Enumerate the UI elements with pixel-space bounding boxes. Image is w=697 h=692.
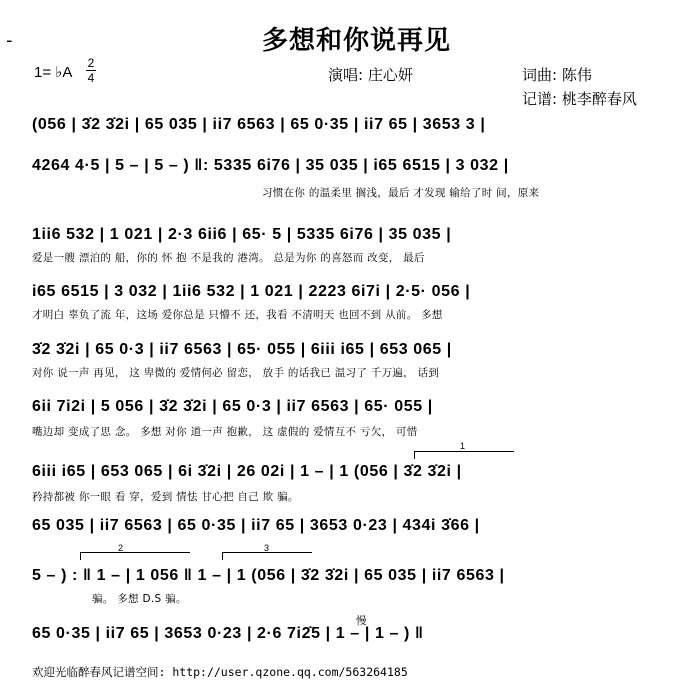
volta-2-number: 2 [118,543,124,553]
lyric-line-9: 骗。 多想 D.S 骗。 [92,593,187,605]
volta-2-bracket [80,552,190,553]
lyric-line-3: 爱是一艘 漂泊的 船，你的 怀 抱 不是我的 港湾。 总是为你 的喜怒而 改变， 最后 [32,252,425,264]
volta-1-bracket [414,451,514,452]
volta-2-bracket-side [80,552,81,560]
volta-3-number: 3 [264,543,270,553]
score-line-1: (056 | 3̇2 3̇2i | 65 035 | ii7 6563 | 65 0·35 | ii7 65 | 3653 3 | [32,116,486,133]
key-signature: 1= ♭A [34,64,73,81]
score-line-2: 4264 4·5 | 5 – | 5 – ) ‖: 5335 6i76 | 35 035 | i65 6515 | 3 032 | [32,157,509,174]
score-line-8: 65 035 | ii7 6563 | 65 0·35 | ii7 65 | 3653 0·23 | 434i 3̇66 | [32,517,480,534]
time-signature-top: 2 [87,56,95,70]
slow-tempo-mark: 慢 [356,615,367,627]
lyricist-composer-credit: 词曲: 陈伟 [522,66,592,84]
score-line-9: 5 – ) : ‖ 1 – | 1 056 ‖ 1 – | 1 (056 | 3̇2 3̇2i | 65 035 | ii7 6563 | [32,567,505,584]
transcriber-credit: 记谱: 桃李醉春风 [522,90,637,108]
time-signature [86,57,96,84]
page-dash: - [6,30,13,51]
score-line-7: 6iii i65 | 653 065 | 6i 3̇2i | 26 02i | 1 – | 1 (056 | 3̇2 3̇2i | [32,463,462,480]
lyric-line-2: 习惯在你 的温柔里 搁浅，最后 才发现 输给了时 间，原来 [262,187,540,199]
score-line-10: 65 0·35 | ii7 65 | 3653 0·23 | 2·6 7i2̇5 | 1 – | 1 – ) ‖ [32,625,424,642]
score-line-4: i65 6515 | 3 032 | 1ii6 532 | 1 021 | 2223 6i7i | 2·5· 056 | [32,283,471,300]
volta-3-bracket-side [222,552,223,560]
volta-1-bracket-side [414,451,415,459]
lyric-line-7: 矜持都被 你一眼 看 穿，爱到 情怯 甘心把 自己 欺 骗。 [32,491,299,503]
singer-credit: 演唱: 庄心妍 [328,66,413,84]
time-signature-bottom: 4 [87,71,95,85]
song-title: 多想和你说再见 [262,26,452,56]
score-line-3: 1ii6 532 | 1 021 | 2·3 6ii6 | 65· 5 | 5335 6i76 | 35 035 | [32,226,452,243]
score-line-6: 6ii 7i2i | 5 056 | 3̇2 3̇2i | 65 0·3 | ii7 6563 | 65· 055 | [32,398,433,415]
lyric-line-4: 才明白 辜负了流 年，这场 爱你总是 只懵不 还，我看 不清明天 也回不到 从前。 多想 [32,309,443,321]
score-line-5: 3̇2 3̇2i | 65 0·3 | ii7 6563 | 65· 055 | 6iii i65 | 653 065 | [32,341,452,358]
volta-1-number: 1 [460,441,466,451]
footer-url: 欢迎光临醉春风记谱空间: http://user.qzone.qq.com/563264185 [32,665,408,679]
lyric-line-5: 对你 说一声 再见， 这 卑微的 爱情何必 留恋， 放手 的话我已 温习了 千万遍， 话到 [32,367,440,379]
lyric-line-6: 嘴边却 变成了思 念。 多想 对你 道一声 抱歉， 这 虚假的 爱情互不 亏欠， 可惜 [32,426,418,438]
